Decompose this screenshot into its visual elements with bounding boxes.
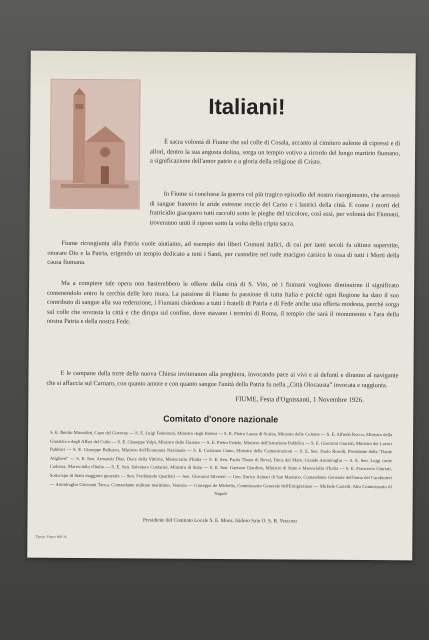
paragraph-2: In Fiume si conclusse la guerra col più tragico episodio del nostro risorgimento, che arrossò di sangue fraterno le aride estreme roccie del Carso e i lastrici della città. E come i morti del fratricidio giacquero tutti raccolti sotto le pieghe del tricolore, così essi, per volontà dei Fiumani, troveranno uniti il riposo sotto la volta della cripta sacra. (149, 190, 400, 228)
paragraph-5: E le campane dalla torre della nuova Chiesa inviteranno alla preghiera, invocando pace ai vivi e ai defunti e diranno al navigante che si affaccia sul Carnaro, con quanto amore e con quanto sangue l'unità della Patria fu nella „Città Olocausta” invocata e raggiunta. (46, 369, 399, 389)
poster-sheet (27, 51, 416, 561)
paragraph-4: Ma a compiere tale opera non basterebbero le offerte della città di S. Vito, nè i fiumani vogliono diminuirne il significato contenendolo entro la cerchia delle loro mura. La passione di Fiume fu passione di tutta Italia e poichè ogni Regione ha dato il suo contributo di sangue alla sua redenzione, i Fiumani chiedono a tutti i fratelli di Patria e di Fede anche una offerta modesta, perchè sorga sul colle che sovrasta la città e che dirupa sul confine, dove stavano i termini di Roma, il tempio che sarà il monumento e l'ara della nostra Patria e della nostra Fede. (46, 279, 400, 326)
committee-title: Comitato d'onore nazionale (163, 413, 279, 425)
printer-mark: Tipogr. Fiume 808·26 (35, 534, 67, 539)
church-illustration (50, 79, 141, 210)
place-date: FIUME, Festa d'Ognissanti, 1 Novembre 1926. (235, 396, 364, 404)
committee-members: S. E. Benito Mussolini, Capo del Governo — S. E. Luigi Federzoni, Ministro degli Interni — S. E. Pietro Lanza di Scalea, Ministro delle Colonie — S. E. Alfredo Rocco, Ministro della Giustizia e degli Affari del Culto — S. E. Giuseppe Volpi, Ministro delle Finanze — S. E. Pietro Fedele, Ministro dell'Istruzione Pubblica — S. E. Giovanni Giuriati, Ministro dei Lavori Pubblici — S. E. Giuseppe Belluzzo, Ministro dell'Economia Nazionale — S. E. Costanzo Ciano, Ministro delle Comunicazioni — S. E. Sen. Paolo Boselli, Presidente della "Dante Alighieri" — S. E. Sen. Armando Diaz, Duca della Vittoria, Maresciallo d'Italia — S. E. Sen. Paolo Thaon di Revel, Duca del Mare, Grande Ammiraglio — S. E. Sen. Luigi conte Cadorna, Maresciallo d'Italia — S. E. Sen. Salvatore Contarini, Ministro di Stato — S. E. Sen. Gaetano Giardino, Ministro di Stato e Maresciallo d'Italia — S. E. Francesco Giuriati, Sottocapo di Stato maggiore generale — Sen. Ferdinando Quartieri — Sen. Giovanni Silvestri — Gen. Enrico Asinari di San Marzano, Comandante Generale dell'arma dei Carabinieri — Ammiraglio Giovanni Tanca, Comandante militare marittimo, Venezia — Giuseppe de Michelis, Commissario Generale dell'Emigrazione — Michele Castelli, Alto Commissario di Napoli (49, 429, 393, 497)
church-drawing-icon (51, 80, 140, 209)
local-committee-president: Presidente del Comitato Locale S. E. Mons. Isidoro Sain O. S. B. Vescovo (142, 517, 298, 525)
poster-title: Italiani! (208, 93, 286, 120)
paragraph-3: Fiume ricongiunta alla Patria vuole aiutiamo, ad esempio dei liberi Comuni italici, di cui per tanti secoli fu ultimo superstite, onorare Dio e la Patria, erigendo un tempio dedicato a tutti i Santi, per custodire nel rude macigno carsico le ossa di tutti i Morti della causa fiumana. (47, 239, 400, 267)
paragraph-1: È sacra volontà di Fiume che sul colle di Cosala, accanto al cimitero aulente di cipressi e di allori, dentro la sua angusta dolina, sorga un tempio votivo a ricordo del lungo martirio fiumano, a significazione dell'amor patrio e a gloria della religione di Cristo. (149, 138, 401, 166)
